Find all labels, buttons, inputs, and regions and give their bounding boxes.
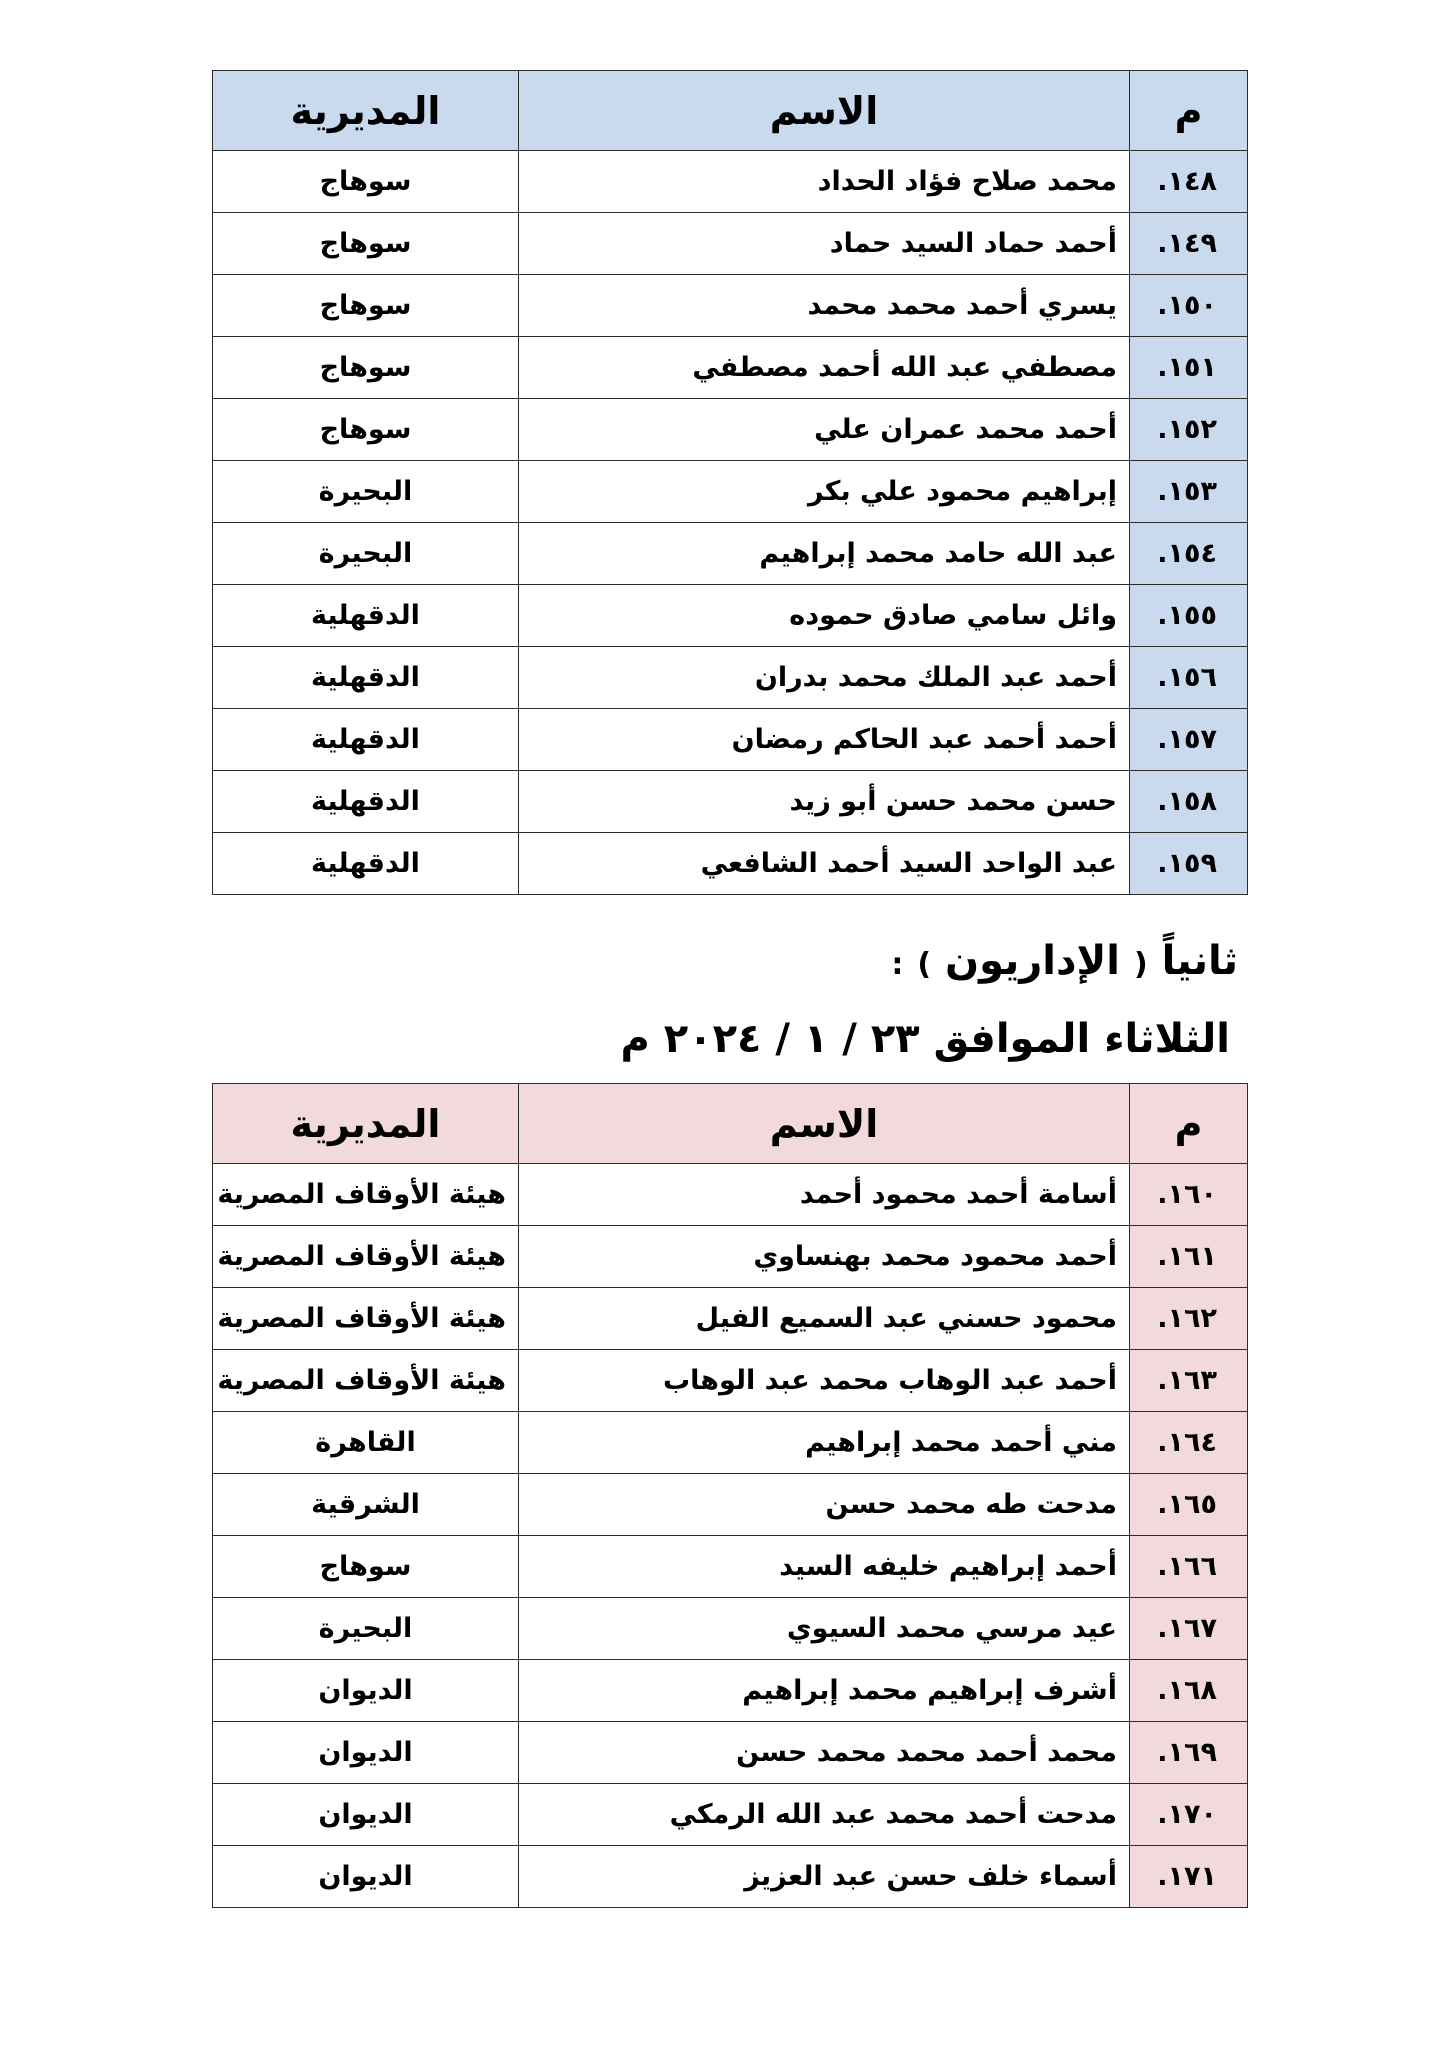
administrators-table	[212, 1083, 1248, 1908]
row-name: أحمد محمد عمران علي	[519, 399, 1130, 461]
row-number: ١٤٨.	[1130, 151, 1248, 213]
row-name: يسري أحمد محمد محمد	[519, 275, 1130, 337]
row-directorate: الديوان	[213, 1660, 519, 1722]
row-name: وائل سامي صادق حموده	[519, 585, 1130, 647]
row-directorate: سوهاج	[213, 399, 519, 461]
row-name: أحمد أحمد عبد الحاكم رمضان	[519, 709, 1130, 771]
table-row	[213, 1846, 1248, 1908]
row-name: محمد أحمد محمد محمد حسن	[519, 1722, 1130, 1784]
header-number: م	[1130, 1084, 1248, 1164]
row-number: ١٥٩.	[1130, 833, 1248, 895]
row-number: ١٧١.	[1130, 1846, 1248, 1908]
row-name: حسن محمد حسن أبو زيد	[519, 771, 1130, 833]
row-directorate: الشرقية	[213, 1474, 519, 1536]
row-name: مني أحمد محمد إبراهيم	[519, 1412, 1130, 1474]
row-directorate: البحيرة	[213, 523, 519, 585]
row-name: أحمد عبد الملك محمد بدران	[519, 647, 1130, 709]
date-heading: الثلاثاء الموافق ٢٣ / ١ / ٢٠٢٤ م	[620, 1016, 1230, 1062]
table-header-row	[213, 1084, 1248, 1164]
header-number: م	[1130, 71, 1248, 151]
row-number: ١٦٣.	[1130, 1350, 1248, 1412]
table-row	[213, 1350, 1248, 1412]
row-name: إبراهيم محمود علي بكر	[519, 461, 1130, 523]
row-name: عبد الواحد السيد أحمد الشافعي	[519, 833, 1130, 895]
row-number: ١٥٥.	[1130, 585, 1248, 647]
row-number: ١٥٧.	[1130, 709, 1248, 771]
row-number: ١٥١.	[1130, 337, 1248, 399]
table-row	[213, 833, 1248, 895]
table-row	[213, 275, 1248, 337]
row-name: أحمد عبد الوهاب محمد عبد الوهاب	[519, 1350, 1130, 1412]
first-names-table	[212, 70, 1248, 895]
row-directorate: الدقهلية	[213, 833, 519, 895]
row-name: أحمد محمود محمد بهنساوي	[519, 1226, 1130, 1288]
row-name: أشرف إبراهيم محمد إبراهيم	[519, 1660, 1130, 1722]
section-close-paren: )	[917, 947, 932, 982]
table-row	[213, 1226, 1248, 1288]
row-number: ١٦٢.	[1130, 1288, 1248, 1350]
table-row	[213, 461, 1248, 523]
row-name: مدحت طه محمد حسن	[519, 1474, 1130, 1536]
table-row	[213, 337, 1248, 399]
table-row	[213, 709, 1248, 771]
row-number: ١٧٠.	[1130, 1784, 1248, 1846]
table-header-row	[213, 71, 1248, 151]
table-row	[213, 1784, 1248, 1846]
section-title: ثانياً	[1161, 938, 1238, 984]
table-row	[213, 151, 1248, 213]
section-colon: :	[891, 947, 904, 982]
row-directorate: الدقهلية	[213, 585, 519, 647]
row-number: ١٦٠.	[1130, 1164, 1248, 1226]
row-number: ١٦١.	[1130, 1226, 1248, 1288]
row-directorate: سوهاج	[213, 337, 519, 399]
row-name: عيد مرسي محمد السيوي	[519, 1598, 1130, 1660]
table-row	[213, 1598, 1248, 1660]
row-directorate: البحيرة	[213, 461, 519, 523]
row-directorate: القاهرة	[213, 1412, 519, 1474]
row-name: أحمد إبراهيم خليفه السيد	[519, 1536, 1130, 1598]
section-heading	[891, 938, 1238, 984]
table-row	[213, 585, 1248, 647]
row-number: ١٦٩.	[1130, 1722, 1248, 1784]
row-directorate: الدقهلية	[213, 709, 519, 771]
row-name: محمد صلاح فؤاد الحداد	[519, 151, 1130, 213]
table-row	[213, 1412, 1248, 1474]
row-name: مدحت أحمد محمد عبد الله الرمكي	[519, 1784, 1130, 1846]
row-directorate: الدقهلية	[213, 771, 519, 833]
row-directorate: الديوان	[213, 1784, 519, 1846]
table-row	[213, 213, 1248, 275]
row-directorate: سوهاج	[213, 275, 519, 337]
row-name: محمود حسني عبد السميع الفيل	[519, 1288, 1130, 1350]
row-number: ١٥٨.	[1130, 771, 1248, 833]
row-directorate: الديوان	[213, 1846, 519, 1908]
table-row	[213, 1660, 1248, 1722]
row-directorate: هيئة الأوقاف المصرية	[213, 1350, 519, 1412]
row-number: ١٥٤.	[1130, 523, 1248, 585]
table-row	[213, 1474, 1248, 1536]
row-name: أحمد حماد السيد حماد	[519, 213, 1130, 275]
row-directorate: الدقهلية	[213, 647, 519, 709]
table-row	[213, 1164, 1248, 1226]
row-number: ١٦٦.	[1130, 1536, 1248, 1598]
table-row	[213, 399, 1248, 461]
row-directorate: سوهاج	[213, 213, 519, 275]
row-number: ١٥٣.	[1130, 461, 1248, 523]
header-name: الاسم	[519, 1084, 1130, 1164]
header-name: الاسم	[519, 71, 1130, 151]
row-directorate: البحيرة	[213, 1598, 519, 1660]
section-label: الإداريون	[945, 938, 1120, 984]
header-directorate: المديرية	[213, 1084, 519, 1164]
table-row	[213, 1722, 1248, 1784]
row-directorate: هيئة الأوقاف المصرية	[213, 1226, 519, 1288]
row-directorate: سوهاج	[213, 151, 519, 213]
row-name: عبد الله حامد محمد إبراهيم	[519, 523, 1130, 585]
row-name: مصطفي عبد الله أحمد مصطفي	[519, 337, 1130, 399]
table-row	[213, 647, 1248, 709]
row-number: ١٦٤.	[1130, 1412, 1248, 1474]
row-number: ١٥٦.	[1130, 647, 1248, 709]
row-name: أسماء خلف حسن عبد العزيز	[519, 1846, 1130, 1908]
row-directorate: هيئة الأوقاف المصرية	[213, 1288, 519, 1350]
section-open-paren: (	[1133, 947, 1148, 982]
row-directorate: الديوان	[213, 1722, 519, 1784]
table-row	[213, 523, 1248, 585]
row-directorate: هيئة الأوقاف المصرية	[213, 1164, 519, 1226]
row-number: ١٥٢.	[1130, 399, 1248, 461]
row-number: ١٦٨.	[1130, 1660, 1248, 1722]
table-row	[213, 1536, 1248, 1598]
row-number: ١٦٧.	[1130, 1598, 1248, 1660]
header-directorate: المديرية	[213, 71, 519, 151]
row-number: ١٤٩.	[1130, 213, 1248, 275]
row-number: ١٦٥.	[1130, 1474, 1248, 1536]
table-row	[213, 771, 1248, 833]
table-row	[213, 1288, 1248, 1350]
row-directorate: سوهاج	[213, 1536, 519, 1598]
row-number: ١٥٠.	[1130, 275, 1248, 337]
row-name: أسامة أحمد محمود أحمد	[519, 1164, 1130, 1226]
